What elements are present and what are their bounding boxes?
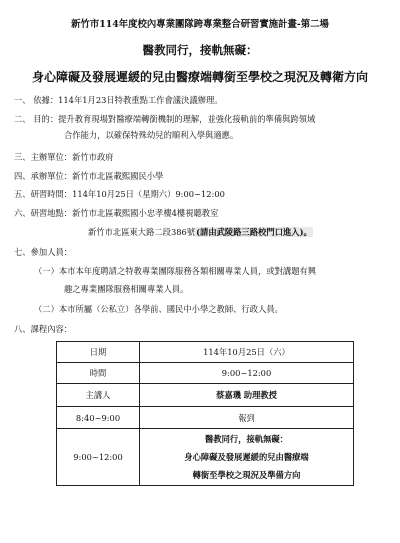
section-venue-line1: 六、研習地點：新竹市北區載熙國小忠孝樓4樓視聽教室 [14,208,219,218]
table-row [57,363,354,384]
speaker-value: 蔡嘉璣 助理教授 [140,384,354,407]
section-purpose-line2: 合作能力，以確保特殊幼兒的順利入學與適應。 [64,130,239,140]
session-time: 9:00~12:00 [57,429,140,486]
section-purpose-line1: 二、 目的：提升教育現場對醫療端轉銜機制的理解，並強化接軌前的準備與跨領域 [14,114,316,124]
section-time: 五、研習時間：114年10月25日（星期六）9:00~12:00 [14,189,225,199]
document-subtitle: 醫教同行，接軌無礙： [142,43,258,57]
checkin-value: 報到 [140,407,354,429]
venue-entrance-note: (請由武陵路三路校門口進入)。 [196,227,312,237]
speaker-label: 主講人 [57,384,140,407]
section-host: 四、承辦單位：新竹市北區載熙國民小學 [14,171,164,181]
date-value: 114年10月25日（六） [140,342,354,363]
table-row [57,407,354,429]
session-topic [140,429,354,486]
time-label: 時間 [57,363,140,384]
topic-line-1: 醫教同行，接軌無礙： [205,434,288,444]
venue-address: 新竹市北區東大路二段386號 [88,227,196,237]
section-organizer: 三、主辦單位：新竹市政府 [14,152,114,162]
participants-item1-line2: 趣之專業團隊服務相關專業人員。 [64,284,189,294]
table-row [57,384,354,407]
participants-item1-line1: （一）本市本年度聘請之特教專業團隊服務各類相關專業人員，或對講題有興 [34,266,317,276]
section-participants: 七、參加人員： [14,247,73,257]
document-title: 新竹市114年度校內專業團隊跨專業整合研習實施計畫-第二場 [71,19,329,30]
table-row [57,342,354,363]
topic-line-3: 轉銜至學校之現況及準備方向 [192,470,301,480]
section-basis: 一、 依據：114年1月23日特教重點工作會議決議辦理。 [14,95,223,105]
time-value: 9:00~12:00 [140,363,354,384]
participants-item2: （二）本市所屬（公私立）各學前、國民中小學之教師、行政人員。 [34,304,283,314]
table-row [57,429,354,486]
section-venue-line2 [88,227,313,238]
topic-line-2: 身心障礙及發展遲緩的兒由醫療端 [184,452,309,462]
date-label: 日期 [57,342,140,363]
checkin-time: 8:40~9:00 [57,407,140,429]
document-heading: 身心障礙及發展遲緩的兒由醫療端轉銜至學校之現況及轉衛方向 [31,70,368,84]
section-course-content: 八、課程內容： [14,324,73,334]
schedule-table [56,341,354,486]
